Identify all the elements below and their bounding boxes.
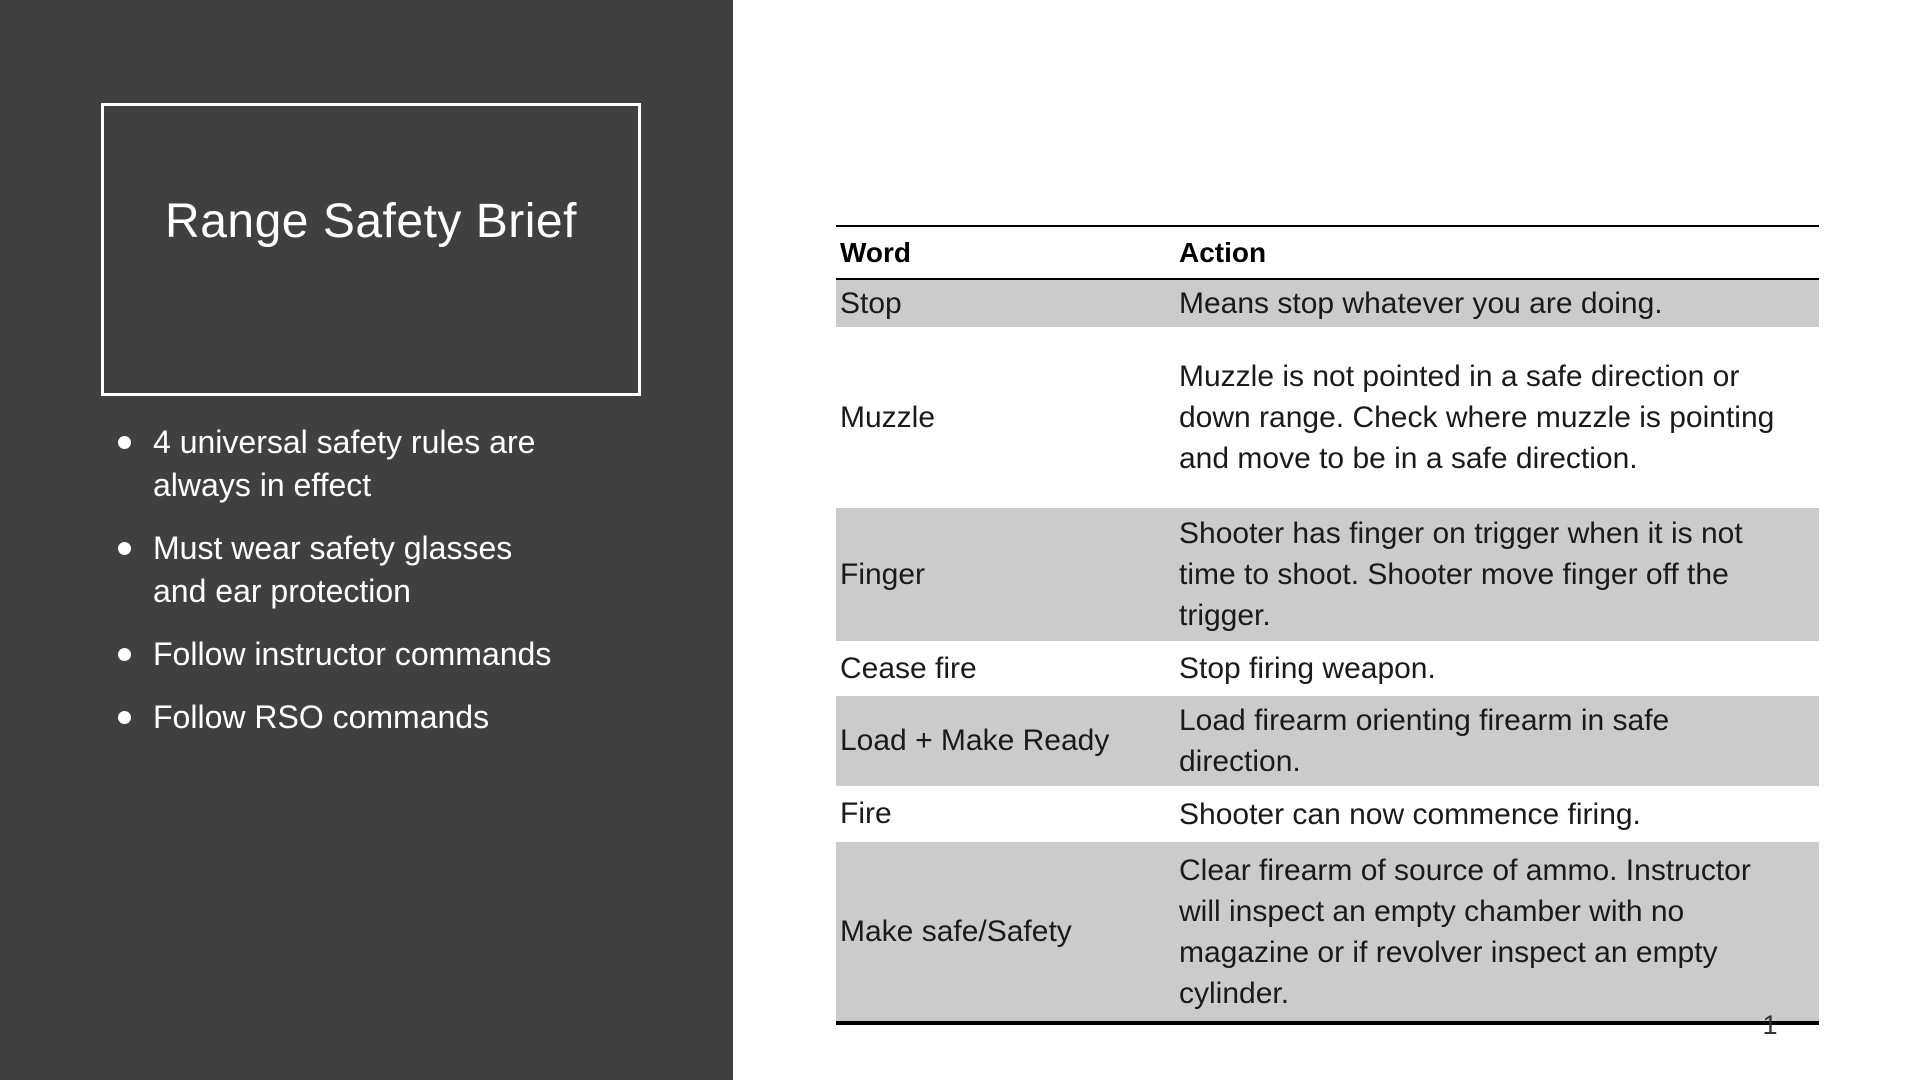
word-cell: Cease fire xyxy=(840,651,977,685)
bullet-item xyxy=(118,527,708,613)
action-line: Means stop whatever you are doing. xyxy=(1179,287,1663,320)
bullet-line: always in effect xyxy=(153,467,372,503)
action-cell xyxy=(1175,508,1819,641)
bullet-marker-icon xyxy=(118,648,131,661)
word-cell: Muzzle xyxy=(840,400,936,434)
page-number: 1 xyxy=(1762,1010,1778,1040)
action-line: trigger. xyxy=(1179,599,1271,632)
word-cell: Stop xyxy=(840,286,902,320)
table-row-cease-fire xyxy=(836,641,1819,696)
action-line: time to shoot. Shooter move finger off the xyxy=(1179,558,1729,591)
action-line: Shooter can now commence firing. xyxy=(1179,797,1641,831)
action-line: direction. xyxy=(1179,745,1301,778)
bullet-marker-icon xyxy=(118,436,131,449)
action-line: Load firearm orienting firearm in safe xyxy=(1179,704,1670,737)
action-line: Stop firing weapon. xyxy=(1179,652,1436,685)
table-row-muzzle xyxy=(836,327,1819,508)
action-line: Clear firearm of source of ammo. Instructor xyxy=(1179,853,1751,887)
bullet-line: Must wear safety glasses xyxy=(153,530,513,566)
bullet-marker-icon xyxy=(118,711,131,724)
header-action-label: Action xyxy=(1179,237,1267,268)
action-line: and move to be in a safe direction. xyxy=(1179,442,1638,475)
table-header-row xyxy=(836,227,1819,280)
action-line: Shooter has finger on trigger when it is not xyxy=(1179,517,1743,550)
action-line: down range. Check where muzzle is pointing xyxy=(1179,401,1775,434)
action-line: will inspect an empty chamber with no xyxy=(1179,894,1685,928)
bullet-line: and ear protection xyxy=(153,573,411,609)
bullet-line: 4 universal safety rules are xyxy=(153,424,536,460)
bullet-line: Follow RSO commands xyxy=(153,699,490,735)
action-cell xyxy=(1175,641,1819,696)
action-cell xyxy=(1175,696,1819,786)
bullet-line: Follow instructor commands xyxy=(153,636,552,672)
title-box xyxy=(101,103,641,396)
word-cell: Finger xyxy=(840,557,926,591)
table-row-load-make-ready xyxy=(836,696,1819,786)
action-cell xyxy=(1175,327,1819,508)
bullet-item xyxy=(118,696,708,739)
table-row-stop xyxy=(836,280,1819,327)
header-word: Word xyxy=(840,236,912,268)
bullet-marker-icon xyxy=(118,542,131,555)
bullet-list xyxy=(118,421,708,759)
header-action xyxy=(1175,227,1819,278)
bullet-item xyxy=(118,421,708,507)
command-table xyxy=(836,225,1819,1025)
action-line: magazine or if revolver inspect an empty xyxy=(1179,935,1718,969)
action-cell xyxy=(1175,280,1819,327)
action-cell xyxy=(1175,786,1819,842)
word-cell: Fire xyxy=(840,797,892,830)
table-row-fire xyxy=(836,786,1819,842)
slide-title: Range Safety Brief xyxy=(165,195,577,248)
action-line: cylinder. xyxy=(1179,976,1290,1010)
bullet-item xyxy=(118,633,708,676)
action-line: Muzzle is not pointed in a safe direction or xyxy=(1179,360,1740,393)
table-row-finger xyxy=(836,508,1819,641)
action-cell xyxy=(1175,842,1819,1021)
table-row-make-safe xyxy=(836,842,1819,1021)
word-cell: Make safe/Safety xyxy=(840,914,1072,948)
word-cell: Load + Make Ready xyxy=(840,724,1110,757)
left-panel xyxy=(0,0,733,1080)
